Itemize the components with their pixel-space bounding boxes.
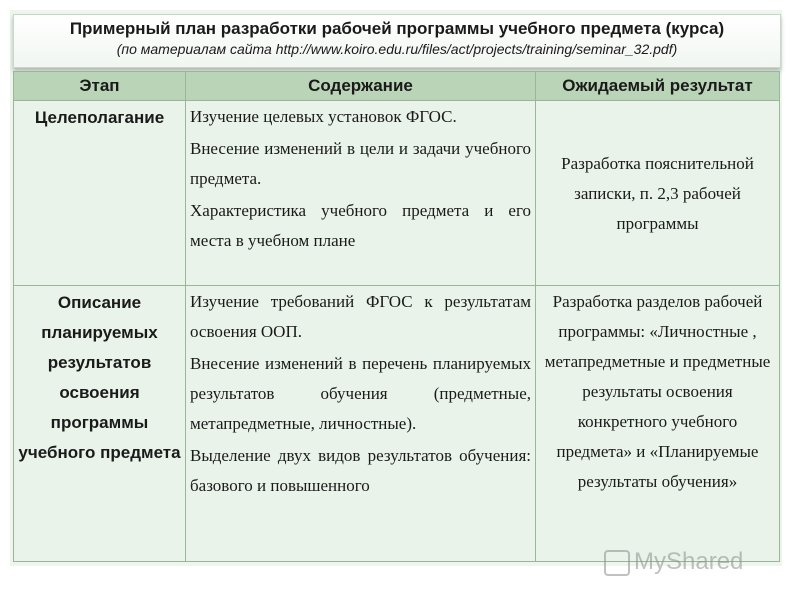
header-content: Содержание [186, 72, 536, 101]
table-header-row [14, 72, 780, 101]
watermark-icon [604, 550, 630, 576]
content-item: Изучение целевых установок ФГОС. [190, 107, 457, 126]
result-text: Разработка разделов рабочей программы: «Личностные , метапредметные и предметные результаты освоения конкретного учебного предмета» и «Планируемые результаты обучения» [544, 292, 771, 491]
plan-table [13, 71, 780, 562]
result-cell [536, 286, 780, 562]
content-item: Характеристика учебного предмета и его места в учебном плане [190, 201, 531, 250]
content-item: Внесение изменений в цели и задачи учебного предмета. [190, 139, 531, 188]
title-box [13, 14, 781, 68]
watermark-text: MyShared [634, 548, 744, 575]
table-row [14, 286, 780, 562]
content-cell [186, 286, 536, 562]
table-row [14, 101, 780, 286]
watermark [604, 548, 743, 576]
stage-cell: Описание планируемых результатов освоения программы учебного предмета [14, 286, 186, 562]
slide-title: Примерный план разработки рабочей программы учебного предмета (курса) [69, 19, 725, 38]
content-item: Внесение изменений в перечень планируемых результатов обучения (предметные, метапредметные, личностные). [190, 354, 531, 433]
header-stage: Этап [14, 72, 186, 101]
source-subtitle: (по материалам сайта http://www.koiro.edu.ru/files/act/projects/training/seminar_32.pdf) [116, 41, 678, 57]
content-item: Изучение требований ФГОС к результатам освоения ООП. [190, 292, 531, 341]
result-text: Разработка пояснительной записки, п. 2,3 рабочей программы [561, 153, 754, 233]
content-cell [186, 101, 536, 286]
result-cell [536, 101, 780, 286]
stage-cell: Целеполагание [14, 101, 186, 286]
content-item: Выделение двух видов результатов обучения: базового и повышенного [190, 446, 531, 495]
header-result: Ожидаемый результат [536, 72, 780, 101]
